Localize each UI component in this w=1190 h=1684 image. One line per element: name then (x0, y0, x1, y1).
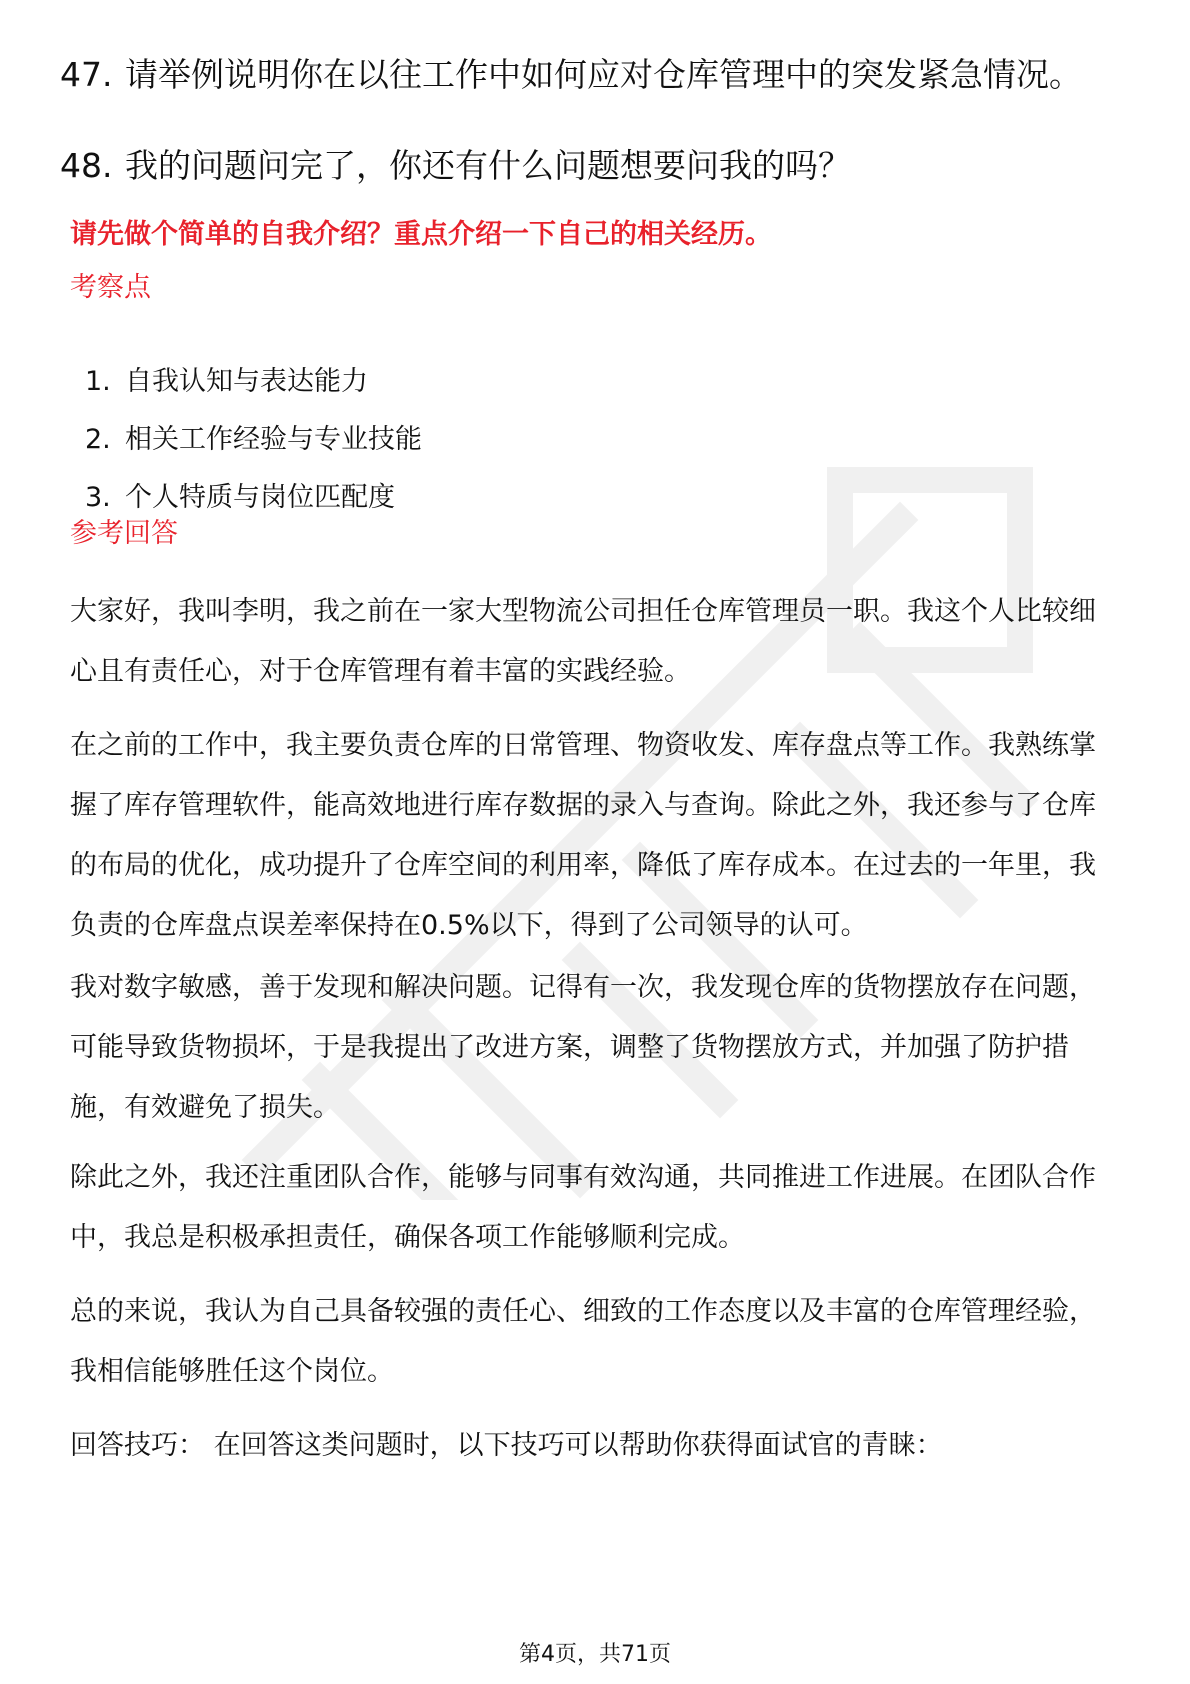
list-text: 自我认知与表达能力 (125, 366, 368, 397)
assessment-title: 考察点 (70, 272, 151, 303)
answer-paragraph: 大家好，我叫李明，我之前在一家大型物流公司担任仓库管理员一职。我这个人比较细心且有责任心，对于仓库管理有着丰富的实践经验。 (70, 596, 1096, 687)
question-item (60, 50, 1120, 100)
answer-tips: 回答技巧： 在回答这类问题时，以下技巧可以帮助你获得面试官的青睐： (70, 1430, 943, 1461)
question-item (60, 141, 1120, 191)
list-item (85, 420, 685, 478)
list-item (85, 362, 685, 420)
list-number: 3. (85, 482, 111, 513)
list-number: 2. (85, 424, 111, 455)
answer-paragraph: 除此之外，我还注重团队合作，能够与同事有效沟通，共同推进工作进展。在团队合作中，我总是积极承担责任，确保各项工作能够顺利完成。 (70, 1162, 1096, 1253)
page-footer: 第4页，共71页 (519, 1642, 671, 1667)
list-text: 个人特质与岗位匹配度 (125, 482, 395, 513)
list-number: 1. (85, 366, 111, 397)
answer-paragraph: 总的来说，我认为自己具备较强的责任心、细致的工作态度以及丰富的仓库管理经验，我相信能够胜任这个岗位。 (70, 1296, 1096, 1387)
list-text: 相关工作经验与专业技能 (125, 424, 422, 455)
answer-paragraph: 在之前的工作中，我主要负责仓库的日常管理、物资收发、库存盘点等工作。我熟练掌握了库存管理软件，能高效地进行库存数据的录入与查询。除此之外，我还参与了仓库的布局的优化，成功提升了仓库空间的利用率，降低了库存成本。在过去的一年里，我负责的仓库盘点误差率保持在0.5%以下，得到了公司领导的认可。 (70, 730, 1096, 941)
question-heading: 请先做个简单的自我介绍？重点介绍一下自己的相关经历。 (70, 219, 772, 250)
question-text: 我的问题问完了，你还有什么问题想要问我的吗？ (125, 146, 851, 185)
question-number: 47. (60, 55, 113, 94)
answer-paragraph: 我对数字敏感，善于发现和解决问题。记得有一次，我发现仓库的货物摆放存在问题，可能导致货物损坏，于是我提出了改进方案，调整了货物摆放方式，并加强了防护措施，有效避免了损失。 (70, 972, 1096, 1123)
question-number: 48. (60, 146, 113, 185)
question-text: 请举例说明你在以往工作中如何应对仓库管理中的突发紧急情况。 (125, 55, 1082, 94)
assessment-list (85, 362, 685, 536)
reference-title: 参考回答 (70, 518, 178, 549)
